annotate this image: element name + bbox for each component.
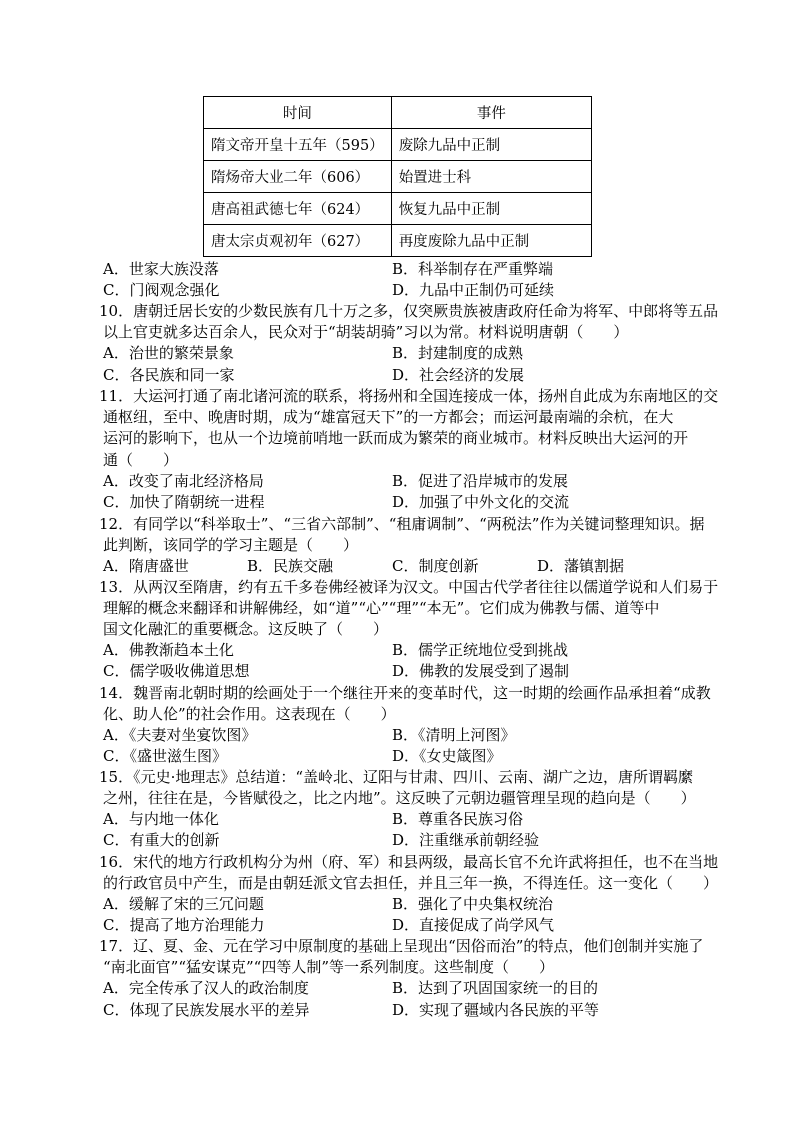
q16-stem-line-1: 16．宋代的地方行政机构分为州（府、军）和县两级，最高长官不允许武将担任，也不在当地 <box>99 853 719 871</box>
q12-option-d[interactable]: D．藩镇割据 <box>537 557 625 575</box>
table-row <box>204 225 592 257</box>
q17-option-b[interactable]: B．达到了巩固国家统一的目的 <box>392 979 599 997</box>
table-cell-time: 唐高祖武德七年（624） <box>204 193 392 225</box>
q17-stem-line-1: 17．辽、夏、金、元在学习中原制度的基础上呈现出“因俗而治”的特点，他们创制并实施了 <box>99 937 704 955</box>
q16-option-a[interactable]: A．缓解了宋的三冗问题 <box>103 895 264 913</box>
table-header-time: 时间 <box>204 97 392 129</box>
q10-options-row-2 <box>0 365 794 386</box>
q10-stem-line-2: 以上官吏就多达百余人，民众对于“胡装胡骑”习以为常。材料说明唐朝（ ） <box>103 323 629 341</box>
table-cell-event: 废除九品中正制 <box>391 129 591 161</box>
q9-option-c[interactable]: C．门阀观念强化 <box>103 281 220 299</box>
q9-options-row-1 <box>0 259 794 280</box>
q10-option-c[interactable]: C．各民族和同一家 <box>103 366 235 384</box>
q13-options-row-1 <box>0 640 794 661</box>
q9-option-d[interactable]: D．九品中正制仍可延续 <box>392 281 555 299</box>
q17-option-c[interactable]: C．体现了民族发展水平的差异 <box>103 1001 310 1019</box>
q9-option-b[interactable]: B．科举制存在严重弊端 <box>392 260 554 278</box>
q10-option-d[interactable]: D．社会经济的发展 <box>392 366 525 384</box>
q16-options-row-1 <box>0 894 794 915</box>
q15-stem-line-1: 15．《元史·地理志》总结道：“盖岭北、辽阳与甘肃、四川、云南、湖广之边，唐所谓羁縻 <box>99 768 694 786</box>
q11-stem-line-4: 通（ ） <box>103 451 179 469</box>
q14-option-c[interactable]: C．《盛世滋生图》 <box>103 747 227 765</box>
q9-options-row-2 <box>0 280 794 301</box>
q14-options-row-2 <box>0 746 794 767</box>
q14-option-b[interactable]: B．《清明上河图》 <box>392 726 516 744</box>
q16-stem-line-2: 的行政官员中产生，而是由朝廷派文官去担任，并且三年一换，不得连任。这一变化（ ） <box>103 874 719 892</box>
q11-options-row-2 <box>0 492 794 513</box>
q14-option-a[interactable]: A．《夫妻对坐宴饮图》 <box>103 726 257 744</box>
q13-option-d[interactable]: D．佛教的发展受到了遏制 <box>392 662 570 680</box>
q14-stem-line-1: 14．魏晋南北朝时期的绘画处于一个继往开来的变革时代，这一时期的绘画作品承担着“成教 <box>99 684 711 702</box>
q17-options-row-2 <box>0 1000 794 1021</box>
q17-options-row-1 <box>0 978 794 999</box>
q17-stem-line-2: “南北面官”“猛安谋克”“四等人制”等一系列制度。这些制度（ ） <box>103 958 555 976</box>
q12-stem-line-2: 此判断，该同学的学习主题是（ ） <box>103 536 359 554</box>
q11-option-c[interactable]: C．加快了隋朝统一进程 <box>103 493 265 511</box>
q13-option-b[interactable]: B．儒学正统地位受到挑战 <box>392 641 569 659</box>
table-cell-event: 始置进士科 <box>391 161 591 193</box>
q17-option-d[interactable]: D．实现了疆域内各民族的平等 <box>392 1001 600 1019</box>
q14-options-row-1 <box>0 725 794 746</box>
q11-stem-line-3: 运河的影响下，也从一个边境前哨地一跃而成为繁荣的商业城市。材料反映出大运河的开 <box>103 429 689 447</box>
q13-stem-line-2: 理解的概念来翻译和讲解佛经，如“道”“心”“理”“本无”。它们成为佛教与儒、道等中 <box>103 599 660 617</box>
q10-option-a[interactable]: A．治世的繁荣景象 <box>103 344 234 362</box>
events-table <box>203 96 592 257</box>
q11-options-row-1 <box>0 471 794 492</box>
q11-option-b[interactable]: B．促进了沿岸城市的发展 <box>392 472 569 490</box>
q11-option-a[interactable]: A．改变了南北经济格局 <box>103 472 264 490</box>
q15-option-c[interactable]: C．有重大的创新 <box>103 831 220 849</box>
q10-options-row-1 <box>0 343 794 364</box>
q14-option-d[interactable]: D．《女史箴图》 <box>392 747 502 765</box>
q14-stem-line-2: 化、助人伦”的社会作用。这表现在（ ） <box>103 705 396 723</box>
q17-option-a[interactable]: A．完全传承了汉人的政治制度 <box>103 979 309 997</box>
table-header-event: 事件 <box>391 97 591 129</box>
table-cell-event: 再度废除九品中正制 <box>391 225 591 257</box>
table-cell-time: 唐太宗贞观初年（627） <box>204 225 392 257</box>
table-row <box>204 129 592 161</box>
table-header-row <box>204 97 592 129</box>
q11-option-d[interactable]: D．加强了中外文化的交流 <box>392 493 570 511</box>
q11-stem-line-1: 11．大运河打通了南北诸河流的联系，将扬州和全国连接成一体，扬州自此成为东南地区的交 <box>99 387 719 405</box>
q13-option-a[interactable]: A．佛教渐趋本土化 <box>103 641 234 659</box>
q9-option-a[interactable]: A．世家大族没落 <box>103 260 219 278</box>
q12-option-a[interactable]: A．隋唐盛世 <box>103 557 189 575</box>
q13-stem-line-3: 国文化融汇的重要概念。这反映了（ ） <box>103 620 389 638</box>
q15-option-b[interactable]: B．尊重各民族习俗 <box>392 810 524 828</box>
table-cell-time: 隋文帝开皇十五年（595） <box>204 129 392 161</box>
q12-option-b[interactable]: B．民族交融 <box>247 557 334 575</box>
table-cell-time: 隋炀帝大业二年（606） <box>204 161 392 193</box>
q11-stem-line-2: 通枢纽，至中、晚唐时期，成为“雄富冠天下”的一方都会；而运河最南端的余杭，在大 <box>103 408 674 426</box>
q16-option-d[interactable]: D．直接促成了尚学风气 <box>392 916 555 934</box>
table-row <box>204 161 592 193</box>
q13-options-row-2 <box>0 661 794 682</box>
table-cell-event: 恢复九品中正制 <box>391 193 591 225</box>
q15-options-row-2 <box>0 830 794 851</box>
q15-option-a[interactable]: A．与内地一体化 <box>103 810 219 828</box>
q12-options-row <box>0 556 794 577</box>
q16-options-row-2 <box>0 915 794 936</box>
q13-stem-line-1: 13．从两汉至隋唐，约有五千多卷佛经被译为汉文。中国古代学者往往以儒道学说和人们易于 <box>99 578 719 596</box>
q15-options-row-1 <box>0 809 794 830</box>
q15-stem-line-2: 之州，往往在是，今皆赋役之，比之内地”。这反映了元朝边疆管理呈现的趋向是（ ） <box>103 789 696 807</box>
q10-option-b[interactable]: B．封建制度的成熟 <box>392 344 524 362</box>
q15-option-d[interactable]: D．注重继承前朝经验 <box>392 831 540 849</box>
q16-option-c[interactable]: C．提高了地方治理能力 <box>103 916 265 934</box>
q10-stem-line-1: 10．唐朝迁居长安的少数民族有几十万之多，仅突厥贵族被唐政府任命为将军、中郎将等五品 <box>99 302 719 320</box>
table-row <box>204 193 592 225</box>
q12-option-c[interactable]: C．制度创新 <box>392 557 479 575</box>
q13-option-c[interactable]: C．儒学吸收佛道思想 <box>103 662 250 680</box>
q16-option-b[interactable]: B．强化了中央集权统治 <box>392 895 554 913</box>
q12-stem-line-1: 12．有同学以“科举取士”、“三省六部制”、“租庸调制”、“两税法”作为关键词整理知识。据 <box>99 515 705 533</box>
